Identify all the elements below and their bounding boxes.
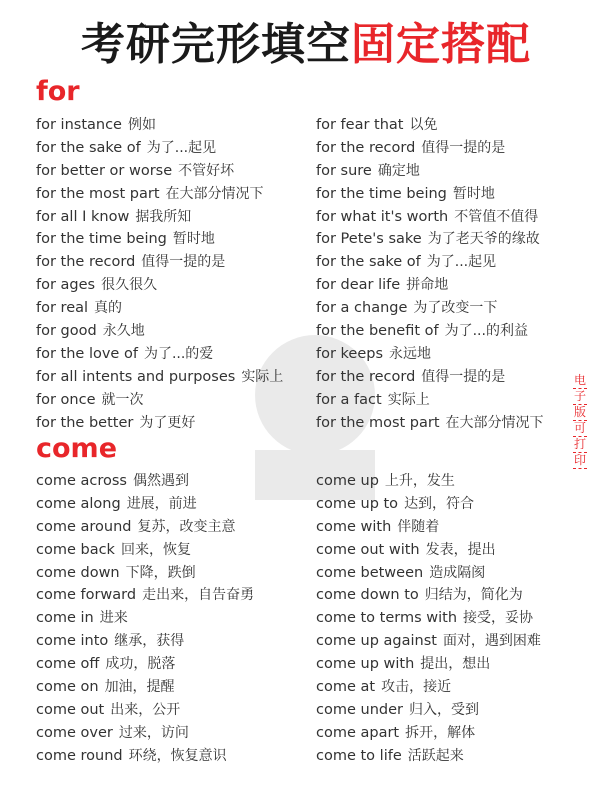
phrase-english: for the sake of	[36, 139, 141, 156]
title-part2: 固定搭配	[351, 19, 531, 70]
phrase-english: come in	[36, 610, 94, 627]
phrase-row	[36, 493, 254, 516]
phrase-row	[316, 412, 544, 435]
phrase-english: come up with	[316, 656, 415, 673]
phrase-chinese: 加油，提醒	[104, 679, 175, 696]
phrase-english: come to terms with	[316, 610, 458, 627]
phrase-english: for good	[36, 323, 97, 340]
phrase-english: come out with	[316, 541, 420, 558]
phrase-chinese: 为了...的爱	[143, 345, 214, 362]
phrase-chinese: 继承，获得	[114, 633, 185, 650]
phrase-row	[316, 676, 541, 699]
page-title	[0, 8, 612, 72]
phrase-chinese: 活跃起来	[407, 747, 464, 764]
phrase-english: for fear that	[316, 117, 404, 133]
phrase-english: come across	[36, 473, 127, 489]
phrase-english: for the most part	[316, 414, 440, 431]
phrase-row	[316, 206, 544, 229]
phrase-row	[36, 297, 283, 320]
phrase-chinese: 为了改变一下	[413, 300, 498, 317]
phrase-chinese: 发表，提出	[425, 541, 496, 558]
phrase-english: for Pete's sake	[316, 231, 422, 248]
phrase-chinese: 暂时地	[452, 185, 495, 202]
phrase-english: come at	[316, 679, 376, 696]
phrase-english: for the sake of	[316, 254, 421, 271]
phrase-row	[36, 183, 283, 206]
side-note-char: 子	[573, 389, 586, 403]
phrase-english: for the record	[316, 368, 416, 385]
phrase-row	[316, 584, 541, 607]
phrase-chinese: 在大部分情况下	[445, 414, 544, 431]
phrase-row	[316, 539, 541, 562]
phrase-row	[316, 160, 544, 183]
phrase-chinese: 进展，前进	[126, 495, 197, 512]
phrase-chinese: 暂时地	[172, 231, 215, 248]
phrase-chinese: 走出来，自告奋勇	[142, 587, 255, 604]
phrase-chinese: 伴随着	[397, 518, 440, 535]
phrase-english: come up	[316, 473, 379, 489]
phrase-row	[36, 539, 254, 562]
phrase-english: for the time being	[316, 185, 447, 202]
phrase-english: for the most part	[36, 185, 160, 202]
phrase-chinese: 真的	[94, 300, 123, 317]
phrase-row	[36, 389, 283, 412]
phrase-row	[36, 745, 254, 768]
phrase-english: come to life	[316, 747, 402, 764]
phrase-row	[36, 206, 283, 229]
phrase-row	[316, 389, 544, 412]
phrase-chinese: 复苏，改变主意	[137, 518, 236, 535]
phrase-chinese: 值得一提的是	[421, 368, 506, 385]
phrase-english: come around	[36, 518, 132, 535]
phrase-chinese: 达到，符合	[404, 495, 475, 512]
phrase-english: for the record	[316, 139, 416, 156]
phrase-english: for sure	[316, 162, 372, 179]
for-right-column	[316, 114, 544, 434]
phrase-english: for a fact	[316, 391, 382, 408]
phrase-row	[316, 745, 541, 768]
side-note-char: 打	[573, 437, 586, 451]
phrase-row	[36, 343, 283, 366]
phrase-chinese: 实际上	[241, 368, 284, 385]
phrase-row	[36, 412, 283, 435]
phrase-english: come under	[316, 701, 403, 718]
phrase-english: come on	[36, 679, 99, 696]
phrase-row	[316, 137, 544, 160]
phrase-row	[36, 676, 254, 699]
phrase-chinese: 下降，跌倒	[125, 564, 196, 581]
phrase-row	[316, 297, 544, 320]
for-left-column	[36, 114, 283, 434]
phrase-chinese: 接受，妥协	[463, 610, 534, 627]
phrase-chinese: 环绕，恢复意识	[128, 747, 227, 764]
phrase-row	[316, 516, 541, 539]
phrase-chinese: 拼命地	[406, 277, 449, 294]
phrase-row	[316, 251, 544, 274]
phrase-row	[36, 160, 283, 183]
phrase-chinese: 值得一提的是	[421, 139, 506, 156]
phrase-english: come into	[36, 633, 109, 650]
phrase-english: come along	[36, 495, 121, 512]
phrase-english: come over	[36, 724, 113, 741]
phrase-chinese: 值得一提的是	[141, 254, 226, 271]
phrase-english: come back	[36, 541, 115, 558]
phrase-chinese: 进来	[99, 610, 128, 627]
phrase-chinese: 例如	[127, 117, 156, 133]
phrase-chinese: 为了...起见	[146, 139, 217, 156]
phrase-chinese: 很久很久	[101, 277, 158, 294]
phrase-english: for better or worse	[36, 162, 173, 179]
phrase-chinese: 不管好坏	[178, 162, 235, 179]
phrase-chinese: 永远地	[389, 345, 432, 362]
side-note-char: 可	[573, 421, 586, 435]
phrase-chinese: 为了...的利益	[444, 323, 528, 340]
phrase-chinese: 为了老天爷的缘故	[427, 231, 540, 248]
side-note-char: 版	[573, 405, 586, 419]
phrase-english: for dear life	[316, 277, 401, 294]
phrase-chinese: 据我所知	[135, 208, 192, 225]
phrase-chinese: 提出，想出	[420, 656, 491, 673]
phrase-chinese: 过来，访问	[118, 724, 189, 741]
phrase-chinese: 不管值不值得	[454, 208, 539, 225]
phrase-english: for the benefit of	[316, 323, 439, 340]
phrase-row	[316, 343, 544, 366]
side-note-char: 印	[573, 453, 586, 467]
side-note-printable	[573, 373, 587, 469]
phrase-chinese: 偶然遇到	[132, 473, 189, 489]
title-part1: 考研完形填空	[81, 19, 351, 70]
phrase-english: for instance	[36, 117, 122, 133]
phrase-chinese: 确定地	[377, 162, 420, 179]
phrase-english: come between	[316, 564, 424, 581]
phrase-chinese: 归入，受到	[408, 701, 479, 718]
phrase-row	[316, 630, 541, 653]
phrase-english: come up to	[316, 495, 399, 512]
phrase-row	[36, 251, 283, 274]
phrase-row	[36, 516, 254, 539]
phrase-chinese: 上升，发生	[384, 473, 455, 489]
phrase-row	[316, 320, 544, 343]
phrase-row	[316, 607, 541, 630]
phrase-row	[36, 699, 254, 722]
phrase-english: for the better	[36, 414, 134, 431]
phrase-row	[36, 653, 254, 676]
phrase-english: for what it's worth	[316, 208, 449, 225]
phrase-english: for the record	[36, 254, 136, 271]
phrase-english: come down	[36, 564, 120, 581]
phrase-row	[316, 470, 541, 493]
phrase-chinese: 为了更好	[139, 414, 196, 431]
phrase-row	[316, 366, 544, 389]
phrase-row	[36, 630, 254, 653]
phrase-english: come forward	[36, 587, 137, 604]
phrase-chinese: 永久地	[102, 323, 145, 340]
come-right-column	[316, 470, 541, 768]
phrase-row	[316, 562, 541, 585]
phrase-english: for a change	[316, 300, 408, 317]
phrase-row	[316, 722, 541, 745]
phrase-chinese: 回来，恢复	[120, 541, 191, 558]
phrase-row	[36, 470, 254, 493]
phrase-row	[316, 493, 541, 516]
phrase-chinese: 出来，公开	[110, 701, 181, 718]
phrase-row	[36, 562, 254, 585]
phrase-english: for keeps	[316, 345, 384, 362]
phrase-row	[36, 607, 254, 630]
phrase-chinese: 在大部分情况下	[165, 185, 264, 202]
phrase-english: for ages	[36, 277, 96, 294]
phrase-row	[316, 274, 544, 297]
phrase-row	[316, 228, 544, 251]
section-heading-come: come	[36, 433, 117, 464]
phrase-english: for all intents and purposes	[36, 368, 236, 385]
phrase-english: come off	[36, 656, 100, 673]
phrase-english: come up against	[316, 633, 437, 650]
phrase-english: come round	[36, 747, 123, 764]
phrase-chinese: 造成隔阂	[429, 564, 486, 581]
phrase-row	[36, 137, 283, 160]
phrase-row	[36, 228, 283, 251]
phrase-chinese: 拆开，解体	[405, 724, 476, 741]
phrase-chinese: 成功，脱落	[105, 656, 176, 673]
phrase-english: for the love of	[36, 345, 138, 362]
phrase-chinese: 攻击，接近	[381, 679, 452, 696]
phrase-english: for the time being	[36, 231, 167, 248]
phrase-english: come out	[36, 701, 105, 718]
phrase-chinese: 以免	[409, 117, 438, 133]
phrase-row	[316, 183, 544, 206]
phrase-row	[36, 320, 283, 343]
side-note-char: 电	[573, 373, 586, 387]
phrase-english: come apart	[316, 724, 400, 741]
come-left-column	[36, 470, 254, 768]
phrase-english: for all I know	[36, 208, 130, 225]
phrase-row	[316, 699, 541, 722]
phrase-chinese: 为了...起见	[426, 254, 497, 271]
phrase-row	[36, 274, 283, 297]
phrase-row	[36, 114, 283, 137]
phrase-chinese: 面对，遇到困难	[442, 633, 541, 650]
phrase-chinese: 实际上	[387, 391, 430, 408]
phrase-row	[36, 366, 283, 389]
phrase-row	[316, 114, 544, 137]
phrase-chinese: 就一次	[101, 391, 144, 408]
phrase-row	[36, 584, 254, 607]
phrase-english: come with	[316, 518, 392, 535]
phrase-row	[36, 722, 254, 745]
phrase-chinese: 归结为，简化为	[424, 587, 523, 604]
section-heading-for: for	[36, 76, 80, 107]
phrase-english: for once	[36, 391, 96, 408]
phrase-row	[316, 653, 541, 676]
phrase-english: for real	[36, 300, 89, 317]
phrase-english: come down to	[316, 587, 419, 604]
